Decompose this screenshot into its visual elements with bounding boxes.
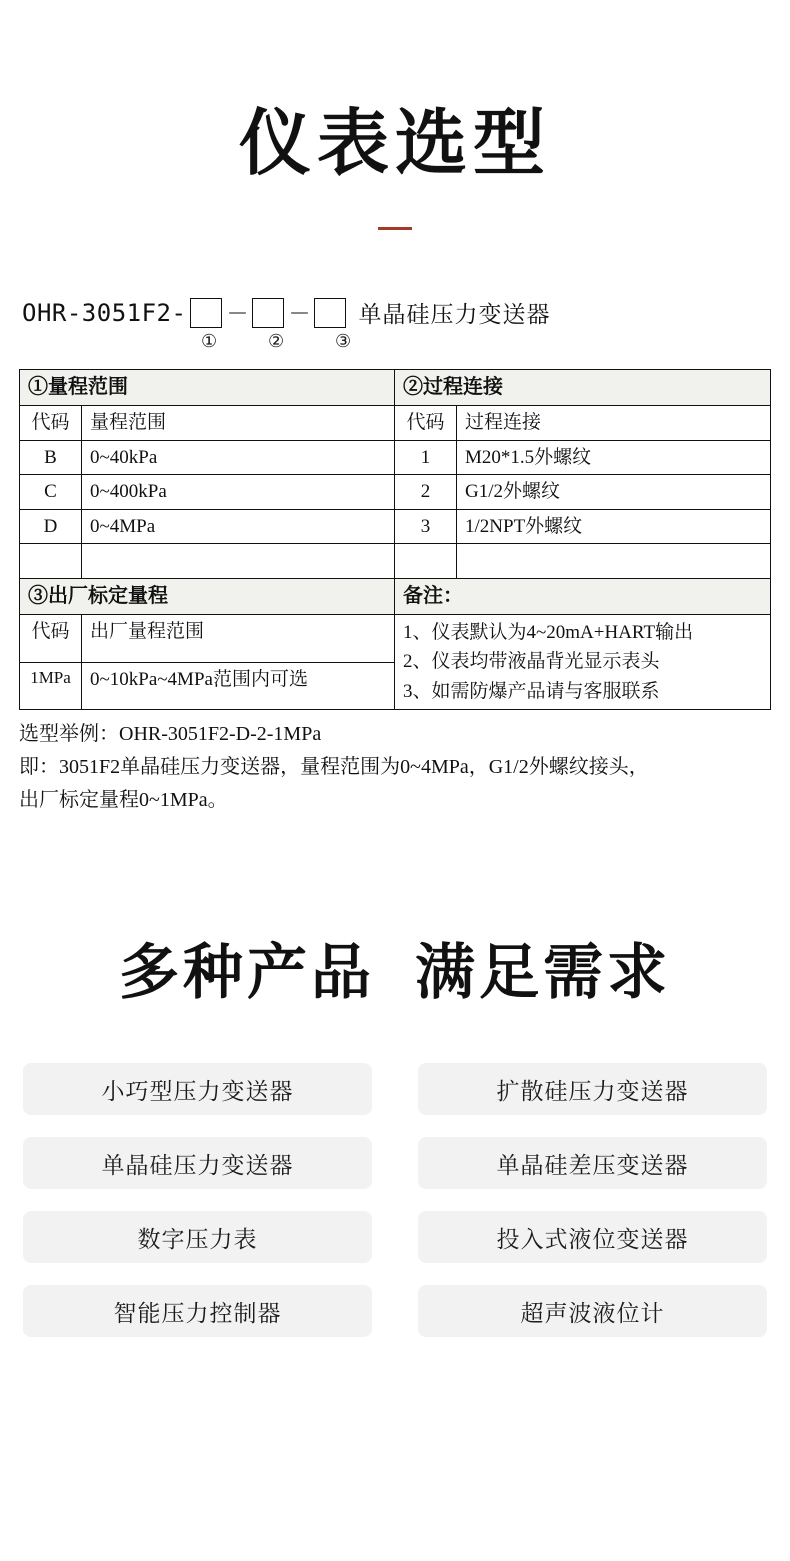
model-slot-1	[190, 298, 222, 328]
model-marker-3: ③	[335, 331, 352, 352]
model-markers	[22, 329, 790, 359]
col-connection-label: 过程连接	[457, 406, 771, 441]
connection-code-3: 3	[395, 509, 457, 544]
model-suffix: 单晶硅压力变送器	[358, 301, 551, 328]
product-chip-submersible-level-transmitter[interactable]: 投入式液位变送器	[418, 1211, 767, 1263]
table-row	[20, 475, 771, 510]
model-code-line	[22, 296, 790, 329]
connection-value-2: G1/2外螺纹	[457, 475, 771, 510]
product-chip-ultrasonic-level-meter[interactable]: 超声波液位计	[418, 1285, 767, 1337]
col-code-connection: 代码	[395, 406, 457, 441]
product-chip-monocrystalline-silicon-pressure-transmitter[interactable]: 单晶硅压力变送器	[23, 1137, 372, 1189]
header-factory-range: ③出厂标定量程	[20, 578, 395, 614]
factory-value-1: 0~10kPa~4MPa范围内可选	[82, 662, 395, 710]
range-code-2: C	[20, 475, 82, 510]
model-dash-1: －	[226, 302, 249, 328]
range-value-blank	[82, 544, 395, 579]
title-block	[0, 0, 790, 230]
products-heading	[0, 925, 790, 1011]
table-row	[20, 406, 771, 441]
table-row	[20, 440, 771, 475]
col-range-label: 量程范围	[82, 406, 395, 441]
product-chip-digital-pressure-gauge[interactable]: 数字压力表	[23, 1211, 372, 1263]
connection-value-3: 1/2NPT外螺纹	[457, 509, 771, 544]
range-value-2: 0~400kPa	[82, 475, 395, 510]
connection-code-blank	[395, 544, 457, 579]
remark-line-3: 3、如需防爆产品请与客服联系	[403, 680, 660, 702]
product-chip-diffused-silicon-pressure-transmitter[interactable]: 扩散硅压力变送器	[418, 1063, 767, 1115]
model-slot-2	[252, 298, 284, 328]
example-line-1: 选型举例：OHR-3051F2-D-2-1MPa	[19, 723, 322, 746]
example-line-3: 出厂标定量程0~1MPa。	[19, 789, 228, 812]
product-chip-monocrystalline-silicon-differential-pressure-transmitter[interactable]: 单晶硅差压变送器	[418, 1137, 767, 1189]
range-code-blank	[20, 544, 82, 579]
range-value-3: 0~4MPa	[82, 509, 395, 544]
products-heading-left: 多种产品	[119, 938, 375, 1009]
model-prefix: OHR-3051F2-	[22, 298, 187, 327]
factory-code-1: 1MPa	[20, 662, 82, 710]
connection-value-blank	[457, 544, 771, 579]
table-row	[20, 509, 771, 544]
range-code-1: B	[20, 440, 82, 475]
example-line-2: 即：3051F2单晶硅压力变送器，量程范围为0~4MPa，G1/2外螺纹接头，	[19, 756, 649, 779]
model-marker-2: ②	[268, 331, 285, 352]
products-heading-right: 满足需求	[415, 938, 671, 1009]
col-code-factory: 代码	[20, 614, 82, 662]
selection-example	[19, 718, 771, 817]
connection-code-2: 2	[395, 475, 457, 510]
product-chip-smart-pressure-controller[interactable]: 智能压力控制器	[23, 1285, 372, 1337]
range-value-1: 0~40kPa	[82, 440, 395, 475]
remark-line-1: 1、仪表默认为4~20mA+HART输出	[403, 621, 694, 643]
title-divider	[378, 227, 412, 230]
connection-value-1: M20*1.5外螺纹	[457, 440, 771, 475]
header-range: ①量程范围	[20, 370, 395, 406]
bottom-spacer	[0, 1337, 790, 1457]
connection-code-1: 1	[395, 440, 457, 475]
table-row	[20, 578, 771, 614]
model-dash-2: －	[288, 302, 311, 328]
table-row	[20, 544, 771, 579]
product-chip-grid	[23, 1063, 767, 1337]
header-remark: 备注：	[395, 578, 771, 614]
selection-table	[19, 369, 771, 710]
range-code-3: D	[20, 509, 82, 544]
table-row	[20, 614, 771, 662]
model-slot-3	[314, 298, 346, 328]
model-code-area	[0, 296, 790, 359]
remark-line-2: 2、仪表均带液晶背光显示表头	[403, 651, 660, 673]
remark-cell	[395, 614, 771, 709]
model-marker-1: ①	[201, 331, 218, 352]
col-factory-range-label: 出厂量程范围	[82, 614, 395, 662]
page-title: 仪表选型	[238, 101, 551, 185]
col-code-range: 代码	[20, 406, 82, 441]
product-chip-small-pressure-transmitter[interactable]: 小巧型压力变送器	[23, 1063, 372, 1115]
table-row	[20, 370, 771, 406]
products-section	[0, 925, 790, 1337]
header-connection: ②过程连接	[395, 370, 771, 406]
